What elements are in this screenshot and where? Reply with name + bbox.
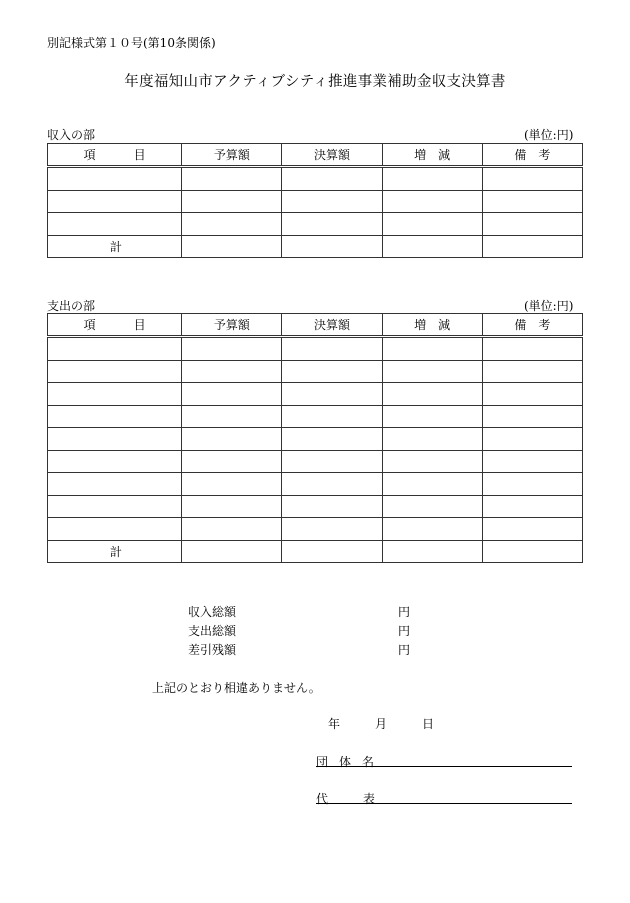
expense-cell-remarks[interactable] [482, 473, 582, 496]
org-name-field-line[interactable] [316, 766, 572, 767]
expense-cell-change[interactable] [382, 450, 482, 473]
expense-row [48, 360, 583, 383]
expense-cell-settlement[interactable] [282, 495, 382, 518]
expense-total-budget[interactable] [182, 540, 282, 563]
expense-cell-item[interactable] [48, 360, 182, 383]
expense-cell-remarks[interactable] [482, 428, 582, 451]
summary-income-total-label: 収入総額 [188, 605, 237, 619]
income-body [48, 167, 583, 236]
document-title: 年度福知山市アクティブシティ推進事業補助金収支決算書 [124, 74, 506, 90]
expense-cell-settlement[interactable] [282, 383, 382, 406]
expense-cell-settlement[interactable] [282, 405, 382, 428]
expense-unit-label: (単位:円) [524, 299, 574, 313]
expense-total-row [48, 540, 583, 563]
expense-cell-item[interactable] [48, 450, 182, 473]
income-cell-change[interactable] [382, 213, 482, 236]
expense-cell-change[interactable] [382, 337, 482, 361]
expense-cell-item[interactable] [48, 428, 182, 451]
header-item: 項 目 [48, 314, 182, 337]
expense-cell-remarks[interactable] [482, 518, 582, 541]
income-total-row [48, 235, 583, 258]
expense-cell-change[interactable] [382, 428, 482, 451]
header-remarks: 備 考 [482, 314, 582, 337]
expense-cell-budget[interactable] [182, 405, 282, 428]
expense-cell-settlement[interactable] [282, 428, 382, 451]
income-cell-settlement[interactable] [282, 213, 382, 236]
date-day-label: 日 [422, 717, 435, 731]
expense-cell-settlement[interactable] [282, 450, 382, 473]
header-remarks: 備 考 [482, 144, 582, 167]
expense-total-change[interactable] [382, 540, 482, 563]
expense-cell-change[interactable] [382, 495, 482, 518]
expense-header-row [48, 314, 583, 337]
header-budget: 予算額 [182, 314, 282, 337]
header-change: 増 減 [382, 314, 482, 337]
form-number: 別記様式第１０号(第10条関係) [47, 36, 216, 50]
expense-total-settlement[interactable] [282, 540, 382, 563]
income-cell-remarks[interactable] [482, 190, 582, 213]
expense-cell-remarks[interactable] [482, 383, 582, 406]
date-year-label: 年 [328, 717, 341, 731]
expense-cell-change[interactable] [382, 383, 482, 406]
expense-cell-remarks[interactable] [482, 360, 582, 383]
expense-cell-item[interactable] [48, 405, 182, 428]
income-row [48, 167, 583, 191]
income-cell-remarks[interactable] [482, 167, 582, 191]
expense-total-remarks[interactable] [482, 540, 582, 563]
income-unit-label: (単位:円) [524, 128, 574, 142]
expense-row [48, 450, 583, 473]
income-total-label: 計 [48, 235, 182, 258]
income-cell-item[interactable] [48, 190, 182, 213]
expense-total-label: 計 [48, 540, 182, 563]
representative-field-line[interactable] [316, 803, 572, 804]
expense-row [48, 428, 583, 451]
expense-cell-remarks[interactable] [482, 405, 582, 428]
header-settlement: 決算額 [282, 144, 382, 167]
expense-cell-remarks[interactable] [482, 495, 582, 518]
expense-cell-budget[interactable] [182, 450, 282, 473]
income-cell-settlement[interactable] [282, 167, 382, 191]
expense-row [48, 473, 583, 496]
income-table [47, 143, 583, 258]
expense-table [47, 313, 583, 563]
expense-cell-settlement[interactable] [282, 337, 382, 361]
org-name-label: 団 体 名 [316, 755, 375, 769]
expense-cell-budget[interactable] [182, 495, 282, 518]
summary-balance-unit: 円 [398, 643, 411, 657]
summary-income-total-unit: 円 [398, 605, 411, 619]
expense-row [48, 518, 583, 541]
summary-expense-total-unit: 円 [398, 624, 411, 638]
expense-cell-budget[interactable] [182, 518, 282, 541]
summary-expense-total-label: 支出総額 [188, 624, 237, 638]
expense-cell-item[interactable] [48, 337, 182, 361]
income-row [48, 213, 583, 236]
expense-row [48, 405, 583, 428]
expense-cell-item[interactable] [48, 518, 182, 541]
expense-cell-change[interactable] [382, 473, 482, 496]
date-month-label: 月 [375, 717, 388, 731]
header-budget: 予算額 [182, 144, 282, 167]
expense-cell-change[interactable] [382, 360, 482, 383]
expense-cell-change[interactable] [382, 518, 482, 541]
header-settlement: 決算額 [282, 314, 382, 337]
income-row [48, 190, 583, 213]
income-cell-item[interactable] [48, 213, 182, 236]
expense-cell-settlement[interactable] [282, 360, 382, 383]
header-change: 増 減 [382, 144, 482, 167]
income-total-budget[interactable] [182, 235, 282, 258]
expense-row [48, 383, 583, 406]
expense-row [48, 495, 583, 518]
expense-cell-budget[interactable] [182, 428, 282, 451]
income-header-row [48, 144, 583, 167]
income-cell-budget[interactable] [182, 190, 282, 213]
expense-cell-budget[interactable] [182, 473, 282, 496]
expense-cell-item[interactable] [48, 383, 182, 406]
expense-cell-budget[interactable] [182, 337, 282, 361]
income-total-remarks[interactable] [482, 235, 582, 258]
expense-cell-remarks[interactable] [482, 337, 582, 361]
income-cell-change[interactable] [382, 167, 482, 191]
expense-cell-budget[interactable] [182, 360, 282, 383]
expense-cell-remarks[interactable] [482, 450, 582, 473]
income-cell-budget[interactable] [182, 213, 282, 236]
income-cell-budget[interactable] [182, 167, 282, 191]
representative-label: 代 表 [316, 792, 376, 806]
income-total-settlement[interactable] [282, 235, 382, 258]
expense-cell-change[interactable] [382, 405, 482, 428]
header-item: 項 目 [48, 144, 182, 167]
expense-body [48, 337, 583, 541]
income-cell-change[interactable] [382, 190, 482, 213]
expense-section-label: 支出の部 [47, 299, 96, 313]
expense-cell-budget[interactable] [182, 383, 282, 406]
summary-balance-label: 差引残額 [188, 643, 237, 657]
expense-cell-item[interactable] [48, 473, 182, 496]
expense-row [48, 337, 583, 361]
declaration-text: 上記のとおり相違ありません。 [152, 681, 321, 695]
income-total-change[interactable] [382, 235, 482, 258]
income-section-label: 収入の部 [47, 128, 96, 142]
expense-cell-item[interactable] [48, 495, 182, 518]
income-cell-settlement[interactable] [282, 190, 382, 213]
income-cell-item[interactable] [48, 167, 182, 191]
expense-cell-settlement[interactable] [282, 518, 382, 541]
income-cell-remarks[interactable] [482, 213, 582, 236]
expense-cell-settlement[interactable] [282, 473, 382, 496]
